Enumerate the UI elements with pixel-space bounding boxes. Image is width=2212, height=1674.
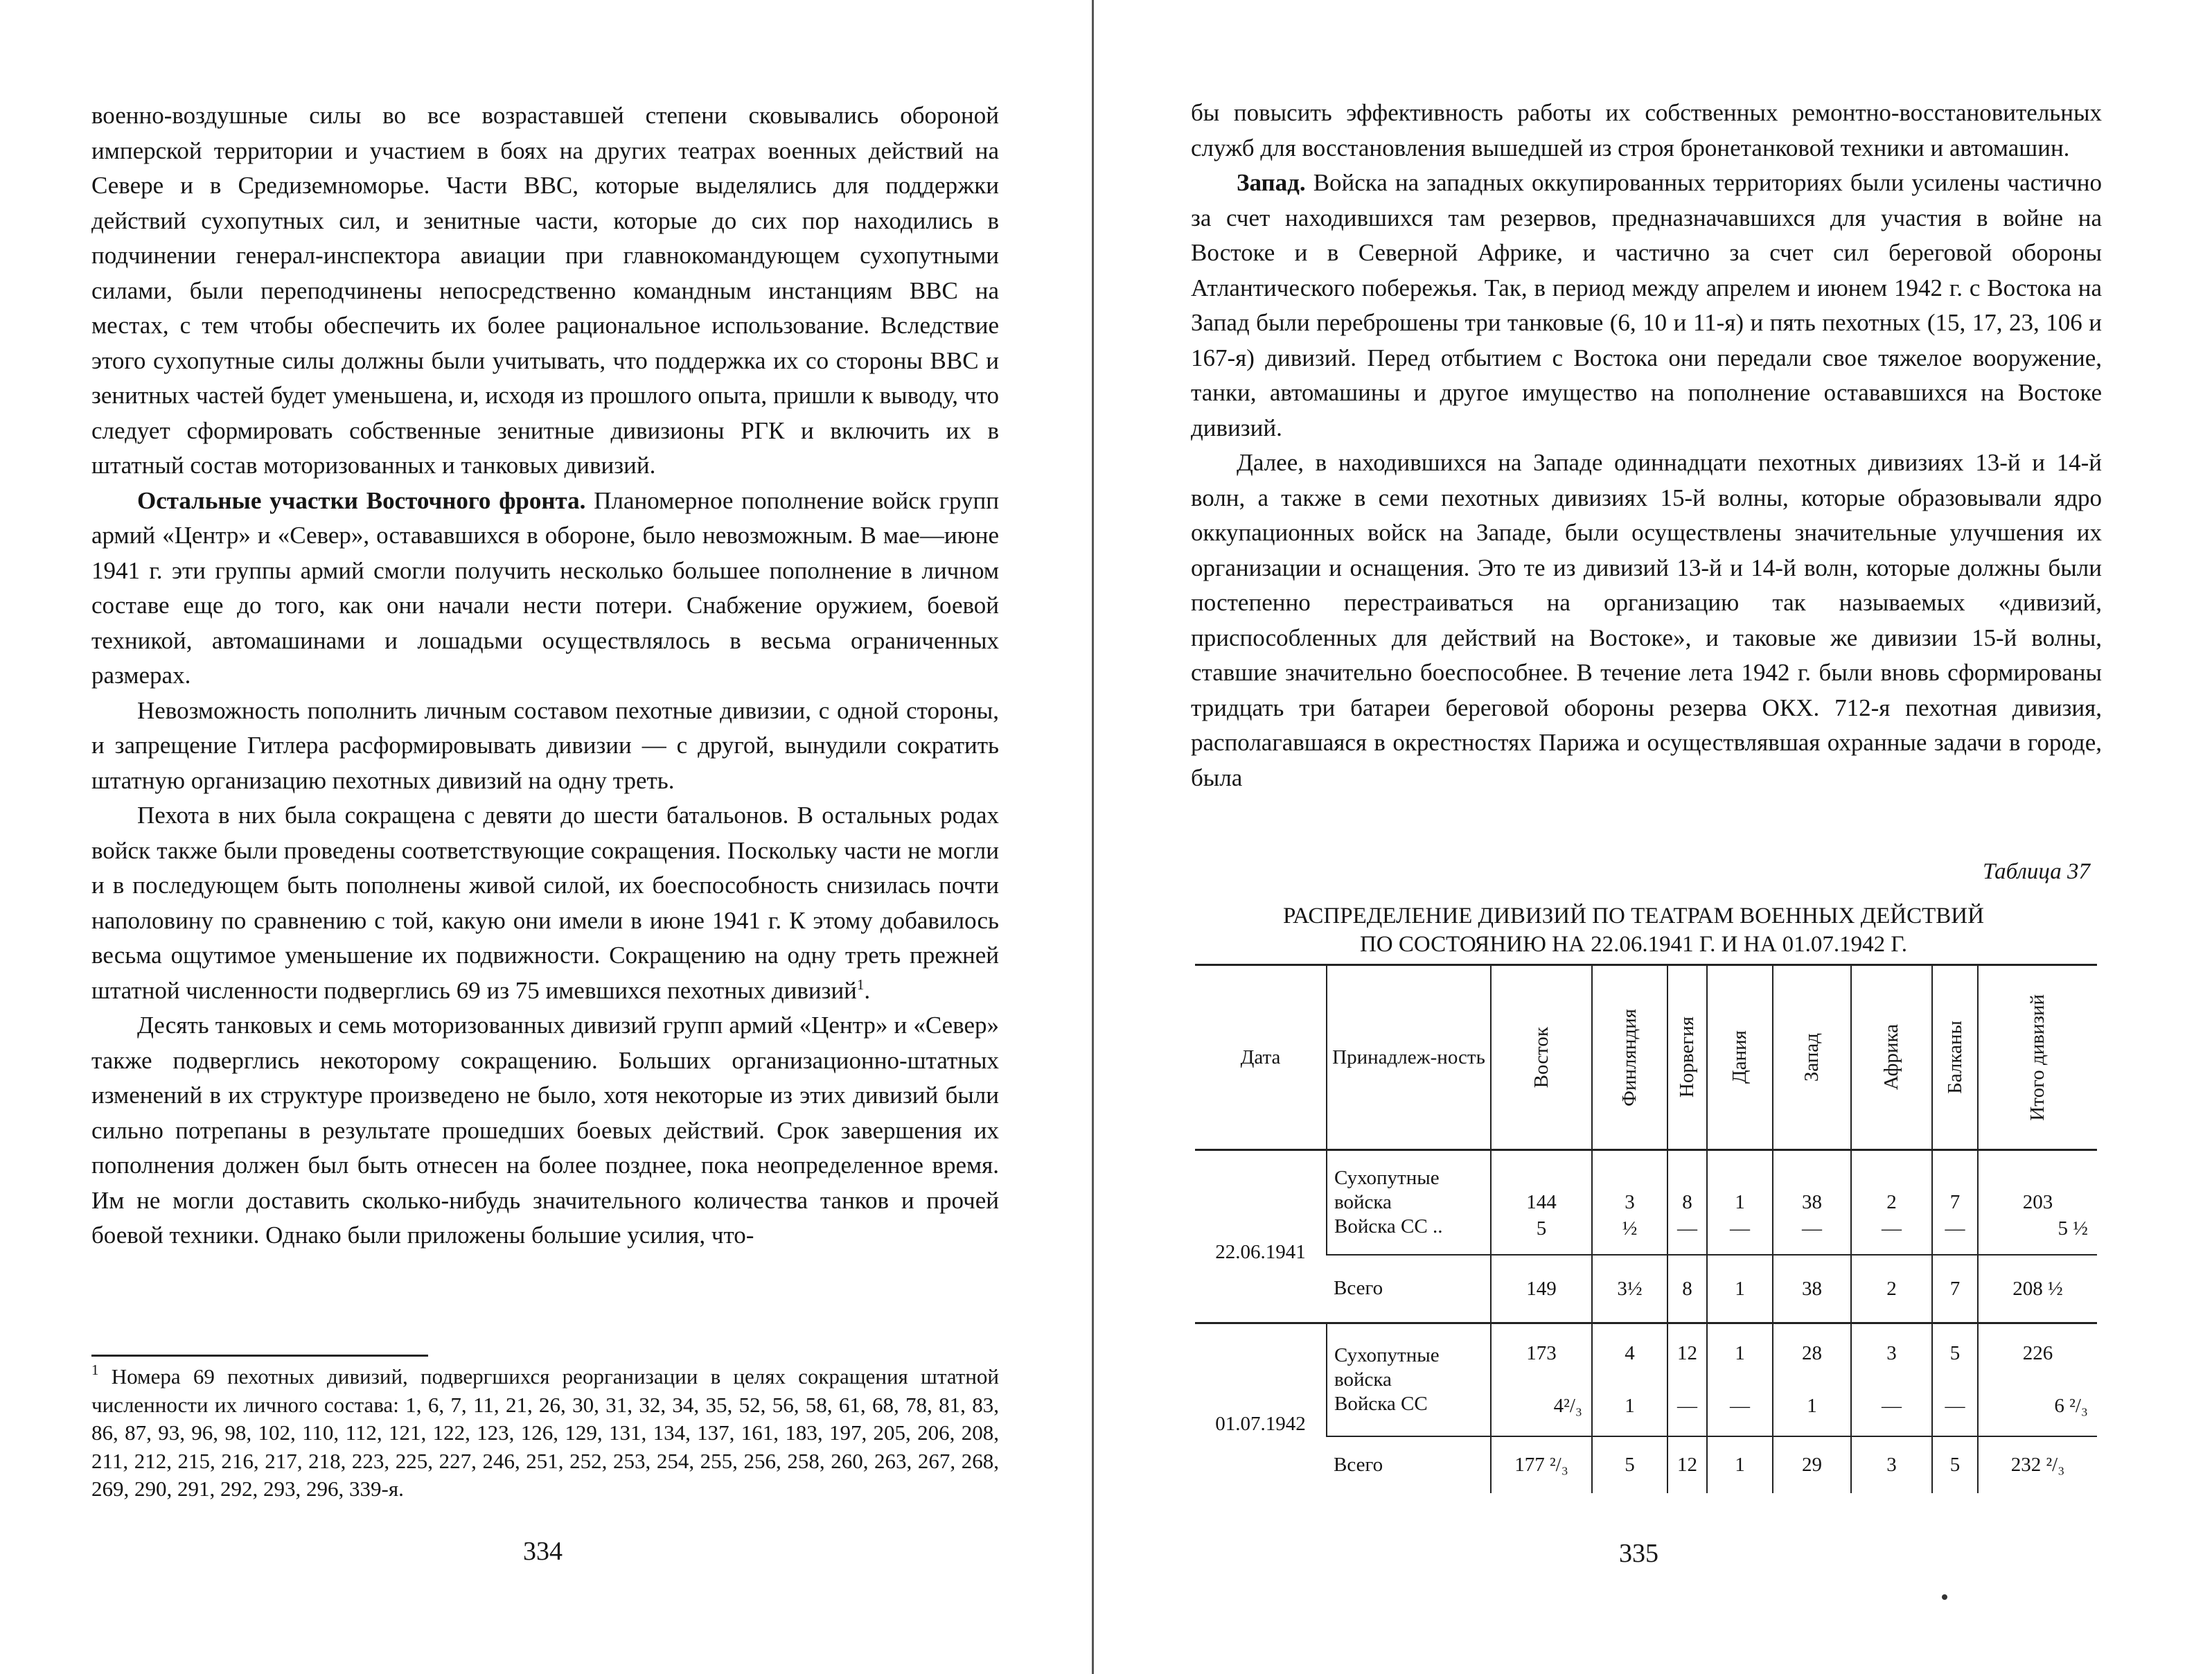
value-1942-africa: 3 — bbox=[1851, 1323, 1932, 1436]
value-1941-africa: 2 — bbox=[1851, 1150, 1932, 1255]
value-1941-west: 38 — bbox=[1773, 1150, 1851, 1255]
left-page-number: 334 bbox=[523, 1537, 563, 1566]
value-1941-total: 203 5 ½ bbox=[1978, 1150, 2097, 1255]
value-1941-norway: 8 — bbox=[1667, 1150, 1707, 1255]
section-heading-eastern-front: Остальные участки Восточного фронта. bbox=[137, 486, 586, 514]
total-1942-east: 177 ²/₃ bbox=[1491, 1436, 1592, 1493]
total-1941-total: 208 ½ bbox=[1978, 1255, 2097, 1323]
table-row-1941-main bbox=[1195, 1150, 2097, 1255]
total-1941-finland: 3½ bbox=[1592, 1255, 1667, 1323]
value-1942-west: 28 1 bbox=[1773, 1323, 1851, 1436]
total-1942-west: 29 bbox=[1773, 1436, 1851, 1493]
section-heading-west: Запад. bbox=[1237, 169, 1306, 196]
total-1941-norway: 8 bbox=[1667, 1255, 1707, 1323]
header-africa: Африка bbox=[1851, 965, 1932, 1150]
table-row-1941-total bbox=[1195, 1255, 2097, 1323]
right-paragraph-3: Далее, в находившихся на Западе одиннадцати пехотных дивизиях 13-й и 14-й волн, а также в семи пехотных дивизиях 15-й волны, которые образовывали ядро оккупационных войск на Западе, были осуществлены значительные улучшения их организации и оснащения. Это те из дивизий 13-й и 14-й волн, которые должны были постепенно перестраиваться на организацию так называемых «дивизий, приспособленных для действий на Востоке», и таковые же дивизии 15-й волны, ставшие значительно боеспособнее. В течение лета 1942 г. были вновь сформированы тридцать три батареи береговой обороны резерва ОКХ. 712-я пехотная дивизия, располагавшаяся в окрестностях Парижа и осуществлявшая охранные задачи в городе, была bbox=[1191, 449, 2102, 791]
table-title-line-2: ПО СОСТОЯНИЮ НА 22.06.1941 Г. И НА 01.07.1942 Г. bbox=[1359, 932, 1908, 957]
table-caption: Таблица 37 bbox=[1983, 859, 2090, 884]
header-east: Восток bbox=[1491, 965, 1592, 1150]
value-1942-finland: 4 1 bbox=[1592, 1323, 1667, 1436]
total-1942-norway: 12 bbox=[1667, 1436, 1707, 1493]
right-page-body bbox=[1191, 96, 2102, 795]
left-page bbox=[0, 0, 1091, 1674]
left-paragraph-4: Пехота в них была сокращена с девяти до шести батальонов. В остальных родах войск также были проведены соответствующие сокращения. Поскольку части не могли и в последующем быть пополнены живой силой, их боеспособность снизилась почти наполовину по сравнению с той, какую они имели в июне 1941 г. К этому добавилось весьма ощутимое уменьшение их подвижности. Сокращению на одну треть прежней штатной численности подверглись 69 из 75 имевшихся пехотных дивизий$^1$. bbox=[91, 802, 999, 1004]
total-1942-africa: 3 bbox=[1851, 1436, 1932, 1493]
right-paragraph-2: Запад. Войска на западных оккупированных территориях были усилены частично за счет находившихся там резервов, предназначавшихся для участия в войне на Востоке и в Северной Африке, и частично за счет сил береговой обороны Атлантического побережья. Так, в период между апрелем и июнем 1942 г. с Востока на Запад были переброшены три танковые (6, 10 и 11-я) и пять пехотных (15, 17, 23, 106 и 167-я) дивизий. Перед отбытием с Востока они передали свое тяжелое вооружение, танки, автомашины и другое имущество на пополнение остававшихся на Востоке дивизий. bbox=[1191, 169, 2102, 441]
left-page-body bbox=[91, 98, 999, 1253]
header-total: Итого дивизий bbox=[1978, 965, 2097, 1150]
footnote-mark: 1 bbox=[91, 1362, 99, 1378]
table-row-1942-total bbox=[1195, 1436, 2097, 1493]
total-1941-balkans: 7 bbox=[1932, 1255, 1978, 1323]
left-paragraph-3: Невозможность пополнить личным составом пехотные дивизии, с одной стороны, и запрещение Гитлера расформировывать дивизии — с другой, вынудили сократить штатную организацию пехотных дивизий на одну треть. bbox=[91, 696, 999, 794]
right-page-number: 335 bbox=[1619, 1539, 1658, 1568]
table-title bbox=[1239, 902, 2028, 959]
table-header-row bbox=[1195, 965, 2097, 1150]
value-1942-east: 173 4²/₃ bbox=[1491, 1323, 1592, 1436]
total-1942-balkans: 5 bbox=[1932, 1436, 1978, 1493]
value-1942-total: 226 6 ²/₃ bbox=[1978, 1323, 2097, 1436]
table-row-1942-main bbox=[1195, 1323, 2097, 1436]
value-1942-balkans: 5 — bbox=[1932, 1323, 1978, 1436]
header-date: Дата bbox=[1240, 1046, 1281, 1068]
right-page bbox=[1101, 0, 2212, 1674]
total-1942-total: 232 ²/₃ bbox=[1978, 1436, 2097, 1493]
date-1942: 01.07.1942 bbox=[1215, 1412, 1306, 1435]
scan-speck bbox=[1942, 1594, 1947, 1600]
division-distribution-table bbox=[1195, 964, 2097, 1493]
total-1942-denmark: 1 bbox=[1707, 1436, 1773, 1493]
left-paragraph-5: Десять танковых и семь моторизованных дивизий групп армий «Центр» и «Север» также подверглись некоторому сокращению. Больших организационно-штатных изменений в их структуре произведено не было, хотя некоторые из этих дивизий были сильно потрепаны в результате прошедших боевых действий. Срок завершения их пополнения должен был быть отнесен на более позднее, пока неопределенное время. Им не могли доставить сколько-нибудь значительного количества танков и прочей боевой техники. Однако были приложены большие усилия, что- bbox=[91, 1012, 999, 1249]
value-1941-east: 144 5 bbox=[1491, 1150, 1592, 1255]
total-1941-denmark: 1 bbox=[1707, 1255, 1773, 1323]
header-affiliation: Принадлеж-ность bbox=[1327, 965, 1491, 1150]
value-1942-norway: 12 — bbox=[1667, 1323, 1707, 1436]
table-title-line-1: РАСПРЕДЕЛЕНИЕ ДИВИЗИЙ ПО ТЕАТРАМ ВОЕННЫХ ДЕЙСТВИЙ bbox=[1283, 904, 1984, 928]
total-1941-africa: 2 bbox=[1851, 1255, 1932, 1323]
affiliation-1941: Сухопутные войска Войска СС .. bbox=[1327, 1150, 1491, 1255]
header-finland: Финляндия bbox=[1592, 965, 1667, 1150]
footnote-reference: 1 bbox=[856, 976, 865, 993]
total-label-1941: Всего bbox=[1334, 1277, 1383, 1300]
left-paragraph-1: военно-воздушные силы во все возраставшей степени сковывались обороной имперской территории и участием в боях на других театрах военных действий на Севере и в Средиземноморье. Части ВВС, которые выделялись для поддержки действий сухопутных сил, и зенитные части, которые до сих пор находились в подчинении генерал-инспектора авиации при главнокомандующем сухопутными силами, были переподчинены непосредственно командным инстанциям ВВС на местах, с тем чтобы обеспечить их более рациональное использование. Вследствие этого сухопутные силы должны были учитывать, что поддержка их со стороны ВВС и зенитных частей будет уменьшена, и, исходя из прошлого опыта, пришли к выводу, что следует сформировать собственные зенитные дивизионы РГК и включить их в штатный состав моторизованных и танковых дивизий. bbox=[91, 102, 999, 479]
header-balkans: Балканы bbox=[1932, 965, 1978, 1150]
total-1941-east: 149 bbox=[1491, 1255, 1592, 1323]
header-norway: Норвегия bbox=[1667, 965, 1707, 1150]
affiliation-1942: Сухопутные войска Войска СС bbox=[1327, 1323, 1491, 1436]
right-paragraph-1: бы повысить эффективность работы их собственных ремонтно-восстановительных служб для восстановления вышедшей из строя бронетанковой техники и автомашин. bbox=[1191, 99, 2102, 161]
value-1941-denmark: 1 — bbox=[1707, 1150, 1773, 1255]
value-1941-balkans: 7 — bbox=[1932, 1150, 1978, 1255]
total-1942-finland: 5 bbox=[1592, 1436, 1667, 1493]
total-label-1942: Всего bbox=[1334, 1453, 1383, 1476]
date-1941: 22.06.1941 bbox=[1215, 1240, 1306, 1263]
footnote-divider bbox=[91, 1355, 428, 1357]
header-west: Запад bbox=[1773, 965, 1851, 1150]
value-1942-denmark: 1 — bbox=[1707, 1323, 1773, 1436]
header-denmark: Дания bbox=[1707, 965, 1773, 1150]
total-1941-west: 38 bbox=[1773, 1255, 1851, 1323]
value-1941-finland: 3 ½ bbox=[1592, 1150, 1667, 1255]
left-paragraph-2: Остальные участки Восточного фронта. Планомерное пополнение войск групп армий «Центр» и «Север», остававшихся в обороне, было невозможным. В мае—июне 1941 г. эти группы армий смогли получить несколько большее пополнение в личном составе еще до того, как они начали нести потери. Снабжение оружием, боевой техникой, автомашинами и лошадьми осуществлялось в весьма ограниченных размерах. bbox=[91, 486, 999, 689]
footnote: $^1$ Номера 69 пехотных дивизий, подвергшихся реорганизации в целях сокращения штатной численности их личного состава: 1, 6, 7, 11, 21, 26, 30, 31, 32, 34, 35, 52, 56, 58, 61, 68, 78, 81, 83, 86, 87, 93, 96, 98, 102, 110, 112, 121, 122, 123, 126, 129, 131, 134, 137, 161, 183, 197, 205, 206, 208, 211, 212, 215, 216, 217, 218, 223, 225, 227, 246, 251, 252, 253, 254, 255, 256, 258, 260, 263, 267, 268, 269, 290, 291, 292, 293, 296, 339-я. bbox=[91, 1362, 999, 1501]
book-gutter bbox=[1092, 0, 1094, 1674]
